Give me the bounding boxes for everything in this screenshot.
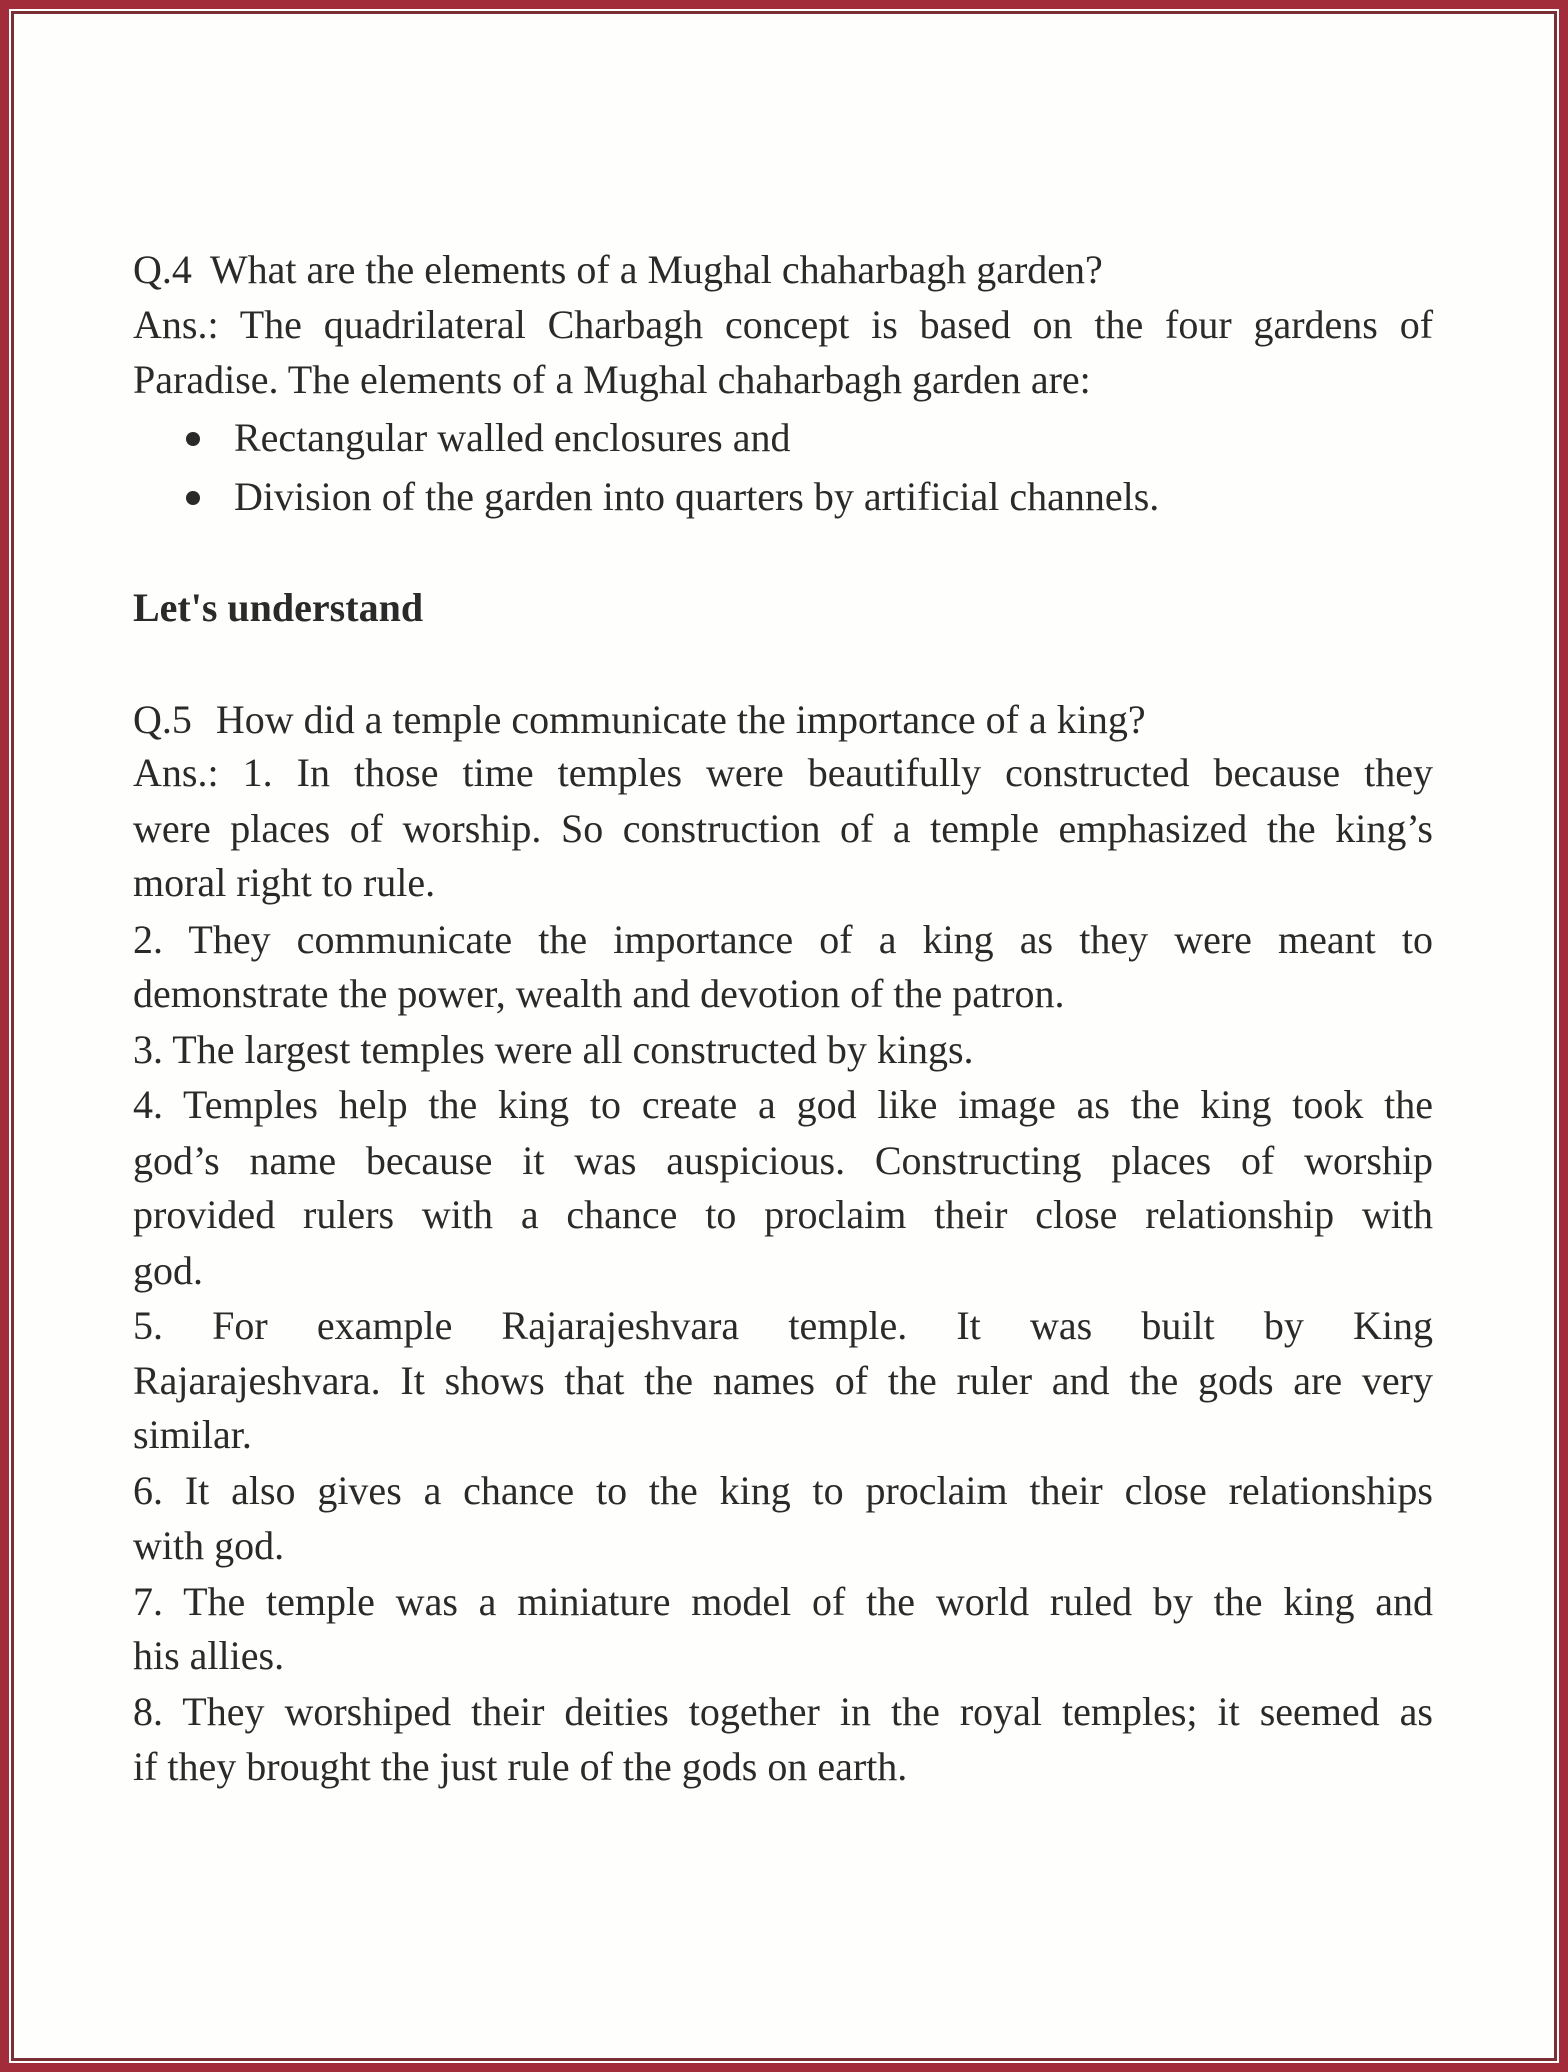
question-text: What are the elements of a Mughal chaharbagh garden?	[209, 247, 1103, 292]
bullet-text: Rectangular walled enclosures and	[234, 415, 791, 460]
answer-4-line-1	[133, 301, 1433, 349]
answer-line: god.	[133, 1248, 203, 1293]
answer-line: his allies.	[133, 1633, 285, 1678]
answer-line: god’s name because it was auspicious. Constructing places of worship	[133, 1138, 1433, 1183]
answer-line: 7. The temple was a miniature model of the world ruled by the king and	[133, 1579, 1433, 1624]
question-5	[133, 696, 1433, 744]
answer-line: 3. The largest temples were all constructed by kings.	[133, 1027, 974, 1072]
bullet-icon	[186, 491, 200, 505]
question-4	[133, 246, 1433, 294]
answer-label: Ans.:	[133, 750, 219, 795]
answer-4-line-2: Paradise. The elements of a Mughal chaharbagh garden are:	[133, 357, 1091, 402]
answer-5-line-1	[133, 749, 1433, 797]
answer-line: similar.	[133, 1412, 252, 1457]
answer-line: 8. They worshiped their deities together in the royal temples; it seemed as	[133, 1689, 1433, 1734]
answer-line: with god.	[133, 1523, 285, 1568]
answer-line: 2. They communicate the importance of a king as they were meant to	[133, 917, 1433, 962]
answer-line: moral right to rule.	[133, 860, 436, 905]
question-number: Q.4	[133, 247, 192, 292]
question-text: How did a temple communicate the importance of a king?	[215, 697, 1146, 742]
bullet-text: Division of the garden into quarters by artificial channels.	[234, 474, 1160, 519]
answer-line: 5. For example Rajarajeshvara temple. It was built by King	[133, 1303, 1433, 1348]
question-number: Q.5	[133, 697, 192, 742]
answer-line: 6. It also gives a chance to the king to proclaim their close relationships	[133, 1468, 1433, 1513]
section-heading: Let's understand	[133, 585, 424, 630]
answer-text: 1. In those time temples were beautifully constructed because they	[242, 750, 1434, 795]
answer-line: were places of worship. So construction of a temple emphasized the king’s	[133, 806, 1433, 851]
answer-line: 4. Temples help the king to create a god like image as the king took the	[133, 1082, 1433, 1127]
answer-line: provided rulers with a chance to proclaim their close relationship with	[133, 1192, 1433, 1237]
answer-label: Ans.:	[133, 302, 219, 347]
answer-line: if they brought the just rule of the gods on earth.	[133, 1744, 908, 1789]
answer-text: The quadrilateral Charbagh concept is based on the four gardens of	[239, 302, 1434, 347]
answer-line: Rajarajeshvara. It shows that the names of the ruler and the gods are very	[133, 1358, 1433, 1403]
answer-line: demonstrate the power, wealth and devotion of the patron.	[133, 971, 1065, 1016]
bullet-icon	[186, 432, 200, 446]
